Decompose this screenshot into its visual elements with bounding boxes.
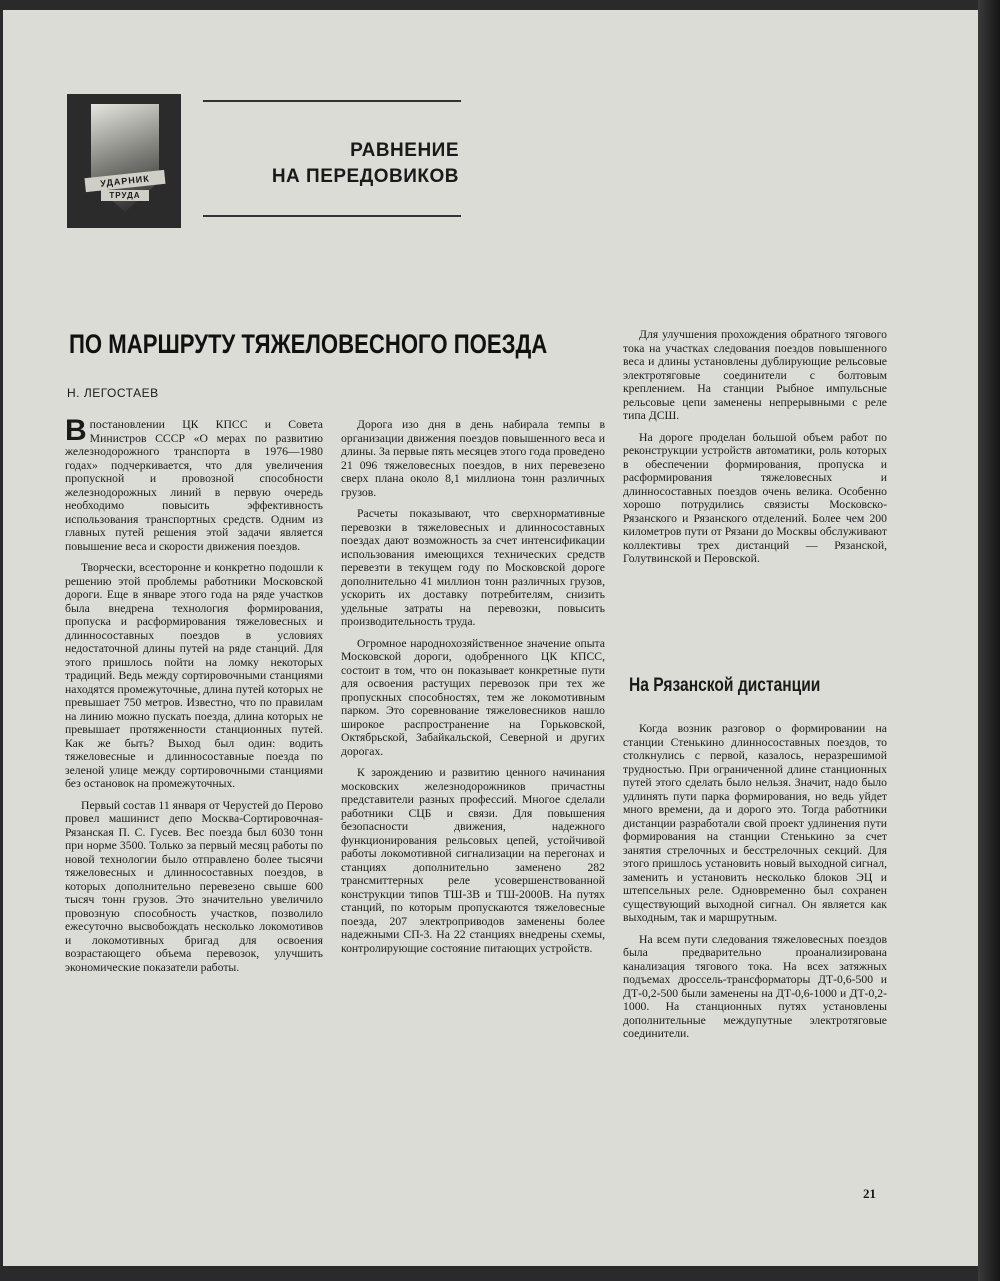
article-headline: ПО МАРШРУТУ ТЯЖЕЛОВЕСНОГО ПОЕЗДА bbox=[69, 329, 548, 359]
section-top-rule bbox=[203, 100, 461, 102]
paragraph: Расчеты показывают, что сверхнормативные перевозки в тяжеловесных и длинносоставных поездах дают возможность за счет интенсификации использования имеющихся технических средств перевезти в текущем году по Московской дороге дополнительно 41 миллион тонн различных грузов, ускорить их доставку потребителям, снизить удельные затраты на перевозки, повысить производительность труда. bbox=[341, 507, 605, 628]
paragraph: На дороге проделан большой объем работ по реконструкции устройств автоматики, роль которых в обеспечении формирования, пропуска и расформирования тяжеловесных и длинносоставных поездов очень велика. Особенно хорошо потрудились связисты Московско-Рязанского и Рязанского отделений. Более чем 200 километров пути от Рязани до Москвы обслуживают коллективы трех дистанций — Рязанской, Голутвинской и Перовской. bbox=[623, 430, 887, 565]
drop-cap: В bbox=[65, 414, 87, 447]
udarnik-truda-emblem bbox=[67, 94, 181, 228]
section-title bbox=[223, 138, 459, 190]
article-column-2 bbox=[341, 418, 605, 963]
paragraph: На всем пути следования тяжеловесных поездов была предварительно проанализирована канализация тягового тока. На всех затяжных подъемах дроссель-трансформаторы ДТ-0,6-500 и ДТ-0,2-500 были заменены на ДТ-0,6-1000 и ДТ-0,2-1000. На станционных путях установлены дополнительные междупутные электротяговые соединители. bbox=[623, 932, 887, 1040]
paragraph: Огромное народнохозяйственное значение опыта Московской дороги, одобренного ЦК КПСС, состоит в том, что он показывает конкретные пути для освоения растущих перевозок при тех же пропускных способностях, тем же локомотивным парком. Это соревнование тяжеловесников нашло широкое распространение на Горьковской, Октябрьской, Забайкальской, Северной и других дорогах. bbox=[341, 636, 605, 758]
paragraph: Дорога изо дня в день набирала темпы в организации движения поездов повышенного веса и длины. За первые пять месяцев этого года проведено 21 096 тяжеловесных поездов, в них перевезено сверх плана около 8,1 миллиона тонн различных грузов. bbox=[341, 418, 605, 499]
section-bottom-rule bbox=[203, 215, 461, 217]
paragraph: Творчески, всесторонне и конкретно подошли к решению этой проблемы работники Московской дороги. Еще в январе этого года на ряде участков была внедрена технология формирования, пропуска и расформирования тяжеловесных и длинносоставных поездов в условиях недостаточной длины путей на ряде станций. Для этого пришлось пойти на ломку некоторых традиций. Ведь между сортировочными станциями находятся промежуточные, длина путей которых не превышает 750 метров. Известно, что по правилам на линию можно пускать поезда, длина которых не превышает протяженности станционных путей. Как же быть? Выход был один: водить тяжеловесные и длинносоставные поезда по зеленой улице между сортировочными станциями без остановок на промежуточных. bbox=[65, 561, 323, 790]
page-number: 21 bbox=[863, 1186, 876, 1201]
magazine-page bbox=[3, 10, 978, 1266]
paragraph: Первый состав 11 января от Черустей до Перово провел машинист депо Москва-Сортировочная-Рязанская П. С. Гусев. Вес поезда был 6030 тонн при норме 3500. Только за первый месяц работы по новой технологии было отправлено более тысячи тяжеловесных и длинносоставных поездов, в которых дополнительно перевезено свыше 600 тысяч тонн грузов. Это значительно увеличило провозную способность участков, позволило ежесуточно высвобождать несколько локомотивов и локомотивных бригад для освоения возрастающего объема перевозок, улучшить экономические показатели работы. bbox=[65, 798, 323, 974]
page-edge-shadow bbox=[978, 0, 1000, 1281]
paragraph: К зарождению и развитию ценного начинания московских железнодорожников причастны представители разных профессий. Многое сделали работники СЦБ и связи. Для повышения безопасности движения, надежного функционирования рельсовых цепей, устойчивой работы локомотивной сигнализации на перегонах и станциях дополнительно заменено 282 трансмиттерных реле усовершенствованной конструкции типов ТШ-3В и ТШ-2000В. На путях станций, по которым пропускаются тяжеловесные поезда, 207 электроприводов заменены более надежными СП-3. На 22 станциях внедрены схемы, контролирующие состояние питающих устройств. bbox=[341, 766, 605, 955]
article-column-3-bottom bbox=[623, 722, 887, 1049]
subheading: На Рязанской дистанции bbox=[629, 675, 821, 696]
section-title-line1: РАВНЕНИЕ bbox=[350, 140, 459, 161]
emblem-ribbon-bottom: ТРУДА bbox=[101, 190, 149, 201]
article-column-1 bbox=[65, 414, 323, 982]
paragraph: Когда возник разговор о формировании на станции Стенькино длинносоставных поездов, то столкнулись с первой, казалось, неразрешимой трудностью. При ограниченной длине станционных путей этого сделать было нельзя. Значит, надо было удлинять пути парка формирования, но ведь уйдет много времени, да и дорого это. Тогда работники дистанции разработали свой проект удлинения пути формирования на станции Стенькино за счет занятия стрелочных и бесстрелочных секций. Для этого пришлось установить новый выходной сигнал, заменить и установить несколько блоков ЭЦ и штепсельных реле. Одновременно был сохранен существующий выходной сигнал. Он является как выходным, так и маршрутным. bbox=[623, 722, 887, 924]
paragraph-text: постановлении ЦК КПСС и Совета Министров СССР «О мерах по развитию железнодорожного транспорта в 1976—1980 годах» подчеркивается, что для увеличения пропускной и провозной способности железнодорожных линий в первую очередь необходимо повысить эффективность использования транспортных средств. Одним из главных путей решения этой задачи является повышение веса и скорости движения поездов. bbox=[65, 418, 323, 553]
paragraph: Для улучшения прохождения обратного тягового тока на участках следования поездов повышенного веса и длины установлены дублирующие рельсовые электротяговые соединители с болтовым креплением. На станции Рыбное импульсные рельсовые цепи заменены непрерывными с реле типа ДСШ. bbox=[623, 328, 887, 422]
emblem-ribbon-top: УДАРНИК bbox=[84, 170, 165, 192]
paragraph bbox=[65, 414, 323, 553]
article-column-3-top bbox=[623, 328, 887, 574]
section-title-line2: НА ПЕРЕДОВИКОВ bbox=[271, 166, 459, 187]
article-author: Н. ЛЕГОСТАЕВ bbox=[67, 386, 159, 400]
